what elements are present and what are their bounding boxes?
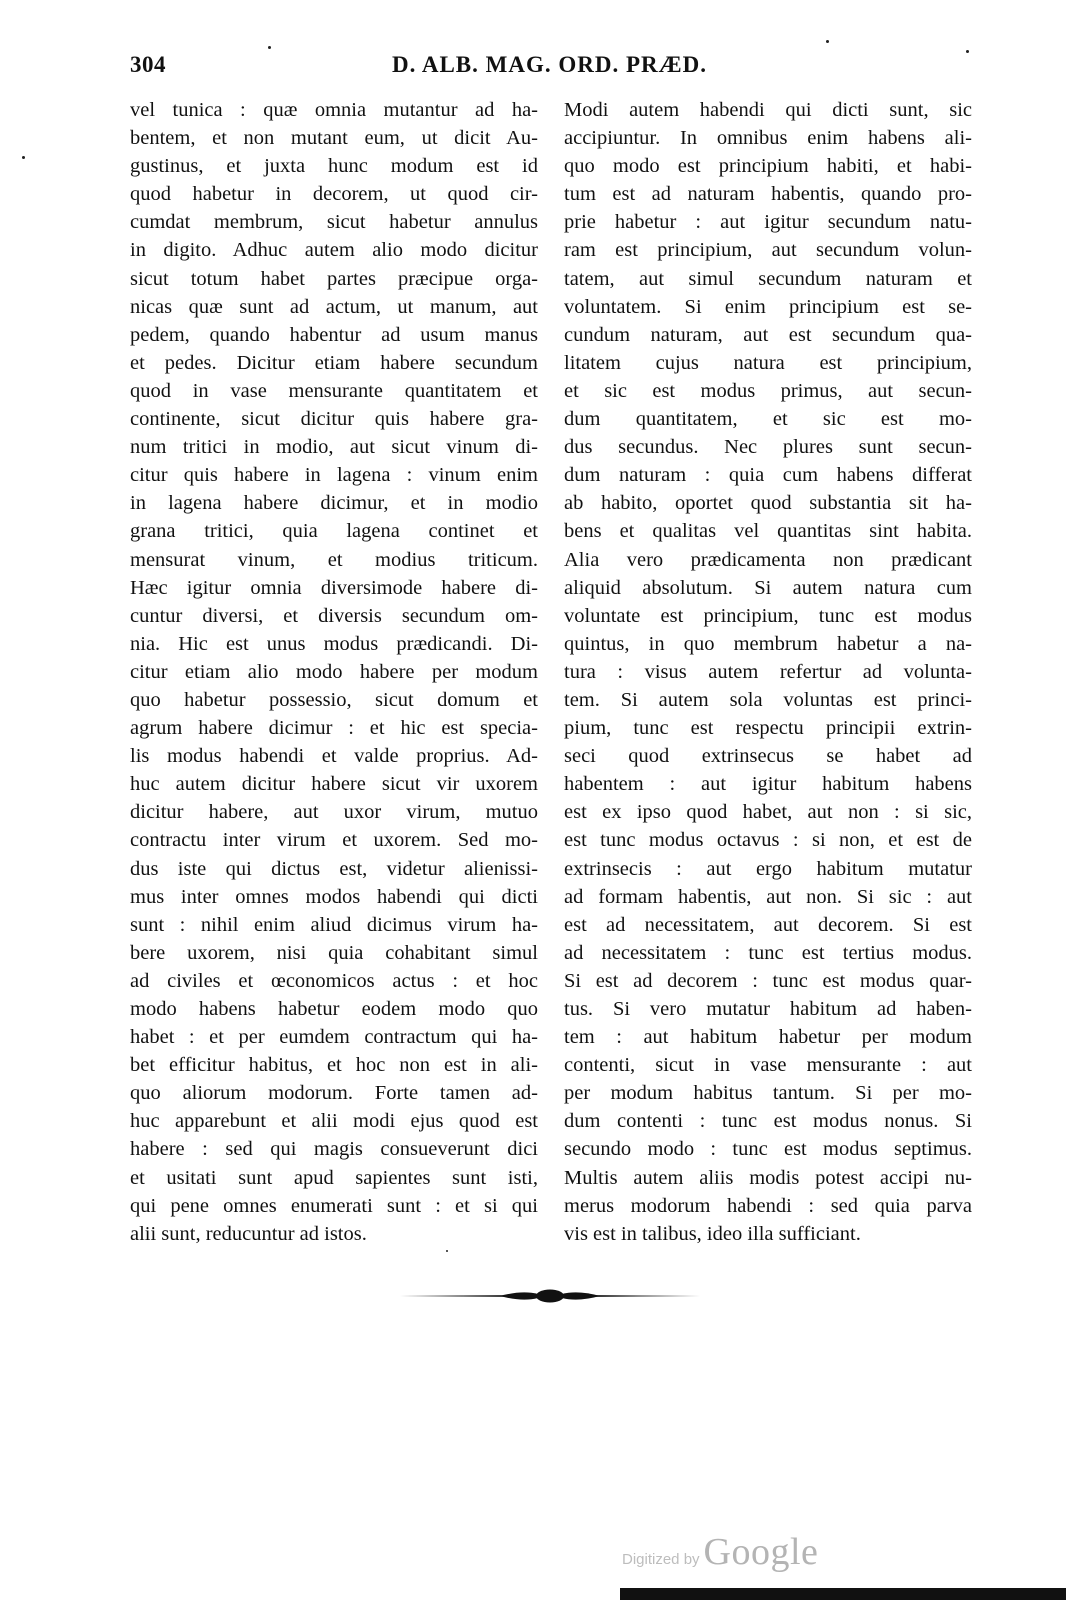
text-line: mus inter omnes modos habendi qui dicti xyxy=(130,885,538,908)
ornament-right-rule xyxy=(582,1295,700,1297)
text-line: continente, sicut dicitur quis habere gra- xyxy=(130,408,538,431)
text-line: secundo modo : tunc est modus septimus. xyxy=(564,1138,972,1161)
text-line: cumdat membrum, sicut habetur annulus xyxy=(130,211,538,234)
text-line: tus. Si vero mutatur habitum ad haben- xyxy=(564,998,972,1020)
text-line: habentem : aut igitur habitum habens xyxy=(564,773,972,796)
text-line: et usitati sunt apud sapientes sunt isti, xyxy=(130,1166,538,1189)
text-line: contenti, sicut in vase mensurante : aut xyxy=(564,1054,972,1077)
text-line: citur quis habere in lagena : vinum enim xyxy=(130,464,538,487)
text-line: lis modus habendi et valde proprius. Ad- xyxy=(130,745,538,768)
text-line: dicitur habere, aut uxor virum, mutuo xyxy=(130,801,538,824)
running-title: D. ALB. MAG. ORD. PRÆD. xyxy=(392,52,707,77)
ornament-center-knot xyxy=(536,1290,564,1303)
text-line: dus secundus. Nec plures sunt secun- xyxy=(564,436,972,459)
text-line: tum est ad naturam habentis, quando pro- xyxy=(564,183,972,206)
text-line: aliquid absolutum. Si autem natura cum xyxy=(564,576,972,599)
text-line: modo habens habetur eodem modo quo xyxy=(130,998,538,1020)
text-line: extrinsecis : aut ergo habitum mutatur xyxy=(564,857,972,880)
running-header xyxy=(130,52,970,86)
text-line: qui pene omnes enumerati sunt : et si qui xyxy=(130,1194,538,1217)
text-line: Si est ad decorem : tunc est modus quar- xyxy=(564,969,972,992)
ornament-left-swell xyxy=(500,1292,538,1299)
scan-speck xyxy=(446,1250,448,1252)
text-line: ab habito, oportet quod substantia sit ha- xyxy=(564,492,972,515)
text-line: voluntate est principium, tunc est modus xyxy=(564,604,972,627)
text-line: dum naturam : quia cum habens differat xyxy=(564,464,972,487)
text-line: merus modorum habendi : sed quia parva xyxy=(564,1194,972,1217)
text-line: in digito. Adhuc autem alio modo dicitur xyxy=(130,239,538,262)
text-line: prie habetur : aut igitur secundum natu- xyxy=(564,211,972,234)
text-line: quo aliorum modorum. Forte tamen ad- xyxy=(130,1082,538,1105)
text-line: quo habetur possessio, sicut domum et xyxy=(130,688,538,711)
scan-speck xyxy=(826,40,829,43)
text-line: accipiuntur. In omnibus enim habens ali- xyxy=(564,127,972,150)
text-line: contractu inter virum et uxorem. Sed mo- xyxy=(130,829,538,852)
text-line: bere uxorem, nisi quia cohabitant simul xyxy=(130,941,538,964)
text-line: quintus, in quo membrum habetur a na- xyxy=(564,632,972,655)
text-line: tatem, aut simul secundum naturam et xyxy=(564,267,972,290)
text-line: vel tunica : quæ omnia mutantur ad ha- xyxy=(130,99,538,121)
text-line: gustinus, et juxta hunc modum est id xyxy=(130,155,538,178)
text-line: Multis autem aliis modis potest accipi nu- xyxy=(564,1166,972,1189)
text-line: mensurat vinum, et modius triticum. xyxy=(130,548,538,571)
text-line: grana tritici, quia lagena continet et xyxy=(130,520,538,543)
text-line: huc apparebunt et alii modi ejus quod est xyxy=(130,1110,538,1133)
text-line: huc autem dicitur habere sicut vir uxorem xyxy=(130,773,538,796)
text-line: in lagena habere dicimur, et in modio xyxy=(130,492,538,515)
text-line: bet efficitur habitus, et hoc non est in ali- xyxy=(130,1054,538,1077)
digitized-by-label: Digitized by xyxy=(622,1551,700,1568)
text-line: ad formam habentis, aut non. Si sic : aut xyxy=(564,885,972,908)
scan-speck xyxy=(22,156,25,159)
text-line: alii sunt, reducuntur ad istos. xyxy=(130,1222,367,1245)
text-line: nicas quæ sunt ad actum, ut manum, aut xyxy=(130,295,538,318)
text-line: nia. Hic est unus modus prædicandi. Di- xyxy=(130,632,538,655)
text-line: quod habetur in decorem, ut quod cir- xyxy=(130,183,538,206)
scan-speck xyxy=(966,50,969,53)
text-line: est ad necessitatem, aut decorem. Si est xyxy=(564,913,972,936)
text-line: habere : sed qui magis consueverunt dici xyxy=(130,1138,538,1161)
text-line: sicut totum habet partes præcipue orga- xyxy=(130,267,538,290)
text-line: dum quantitatem, et sic est mo- xyxy=(564,408,972,431)
end-ornament xyxy=(400,1284,700,1308)
text-line: pium, tunc est respectu principii extrin- xyxy=(564,717,972,740)
text-line: pedem, quando habentur ad usum manus xyxy=(130,323,538,346)
text-line: agrum habere dicimur : et hic est specia- xyxy=(130,717,538,740)
text-line: voluntatem. Si enim principium est se- xyxy=(564,295,972,318)
text-line: seci quod extrinsecus se habet ad xyxy=(564,745,972,768)
text-line: tem. Si autem sola voluntas est princi- xyxy=(564,688,972,711)
text-line: bentem, et non mutant eum, ut dicit Au- xyxy=(130,127,538,150)
text-line: per modum habitus tantum. Si per mo- xyxy=(564,1082,972,1105)
text-line: citur etiam alio modo habere per modum xyxy=(130,660,538,683)
text-line: ram est principium, aut secundum volun- xyxy=(564,239,972,262)
google-logo: Google xyxy=(703,1531,819,1573)
right-text-column xyxy=(564,96,972,1248)
scan-speck xyxy=(268,46,271,49)
text-line: ad civiles et œconomicos actus : et hoc xyxy=(130,969,538,992)
text-line: quod in vase mensurante quantitatem et xyxy=(130,379,538,402)
text-line: cundum naturam, aut est secundum qua- xyxy=(564,323,972,346)
text-line: vis est in talibus, ideo illa sufficiant. xyxy=(564,1222,861,1245)
text-line: Modi autem habendi qui dicti sunt, sic xyxy=(564,99,972,121)
text-line: tem : aut habitum habetur per modum xyxy=(564,1026,972,1049)
text-line: est tunc modus octavus : si non, et est de xyxy=(564,829,972,852)
text-line: num tritici in modio, aut sicut vinum di- xyxy=(130,436,538,459)
text-line: bens et qualitas vel quantitas sint habita. xyxy=(564,520,972,543)
text-line: sunt : nihil enim aliud dicimus virum ha- xyxy=(130,913,538,936)
text-line: ad necessitatem : tunc est tertius modus. xyxy=(564,941,972,964)
text-line: litatem cujus natura est principium, xyxy=(564,351,972,374)
text-line: dus iste qui dictus est, videtur alienissi- xyxy=(130,857,538,880)
text-line: Alia vero prædicamenta non prædicant xyxy=(564,548,972,571)
text-line: quo modo est principium habiti, et habi- xyxy=(564,155,972,178)
text-line: tura : visus autem refertur ad volunta- xyxy=(564,660,972,683)
left-text-column xyxy=(130,96,538,1248)
text-line: et pedes. Dicitur etiam habere secundum xyxy=(130,351,538,374)
scan-edge-bar xyxy=(620,1588,1066,1600)
text-line: et sic est modus primus, aut secun- xyxy=(564,379,972,402)
text-line: habet : et per eumdem contractum qui ha- xyxy=(130,1026,538,1049)
text-line: Hæc igitur omnia diversimode habere di- xyxy=(130,576,538,599)
text-line: cuntur diversi, et diversis secundum om- xyxy=(130,604,538,627)
text-line: dum contenti : tunc est modus nonus. Si xyxy=(564,1110,972,1133)
page-number: 304 xyxy=(130,52,166,77)
digitized-by-google-watermark xyxy=(622,1530,819,1573)
text-line: est ex ipso quod habet, aut non : si sic, xyxy=(564,801,972,824)
